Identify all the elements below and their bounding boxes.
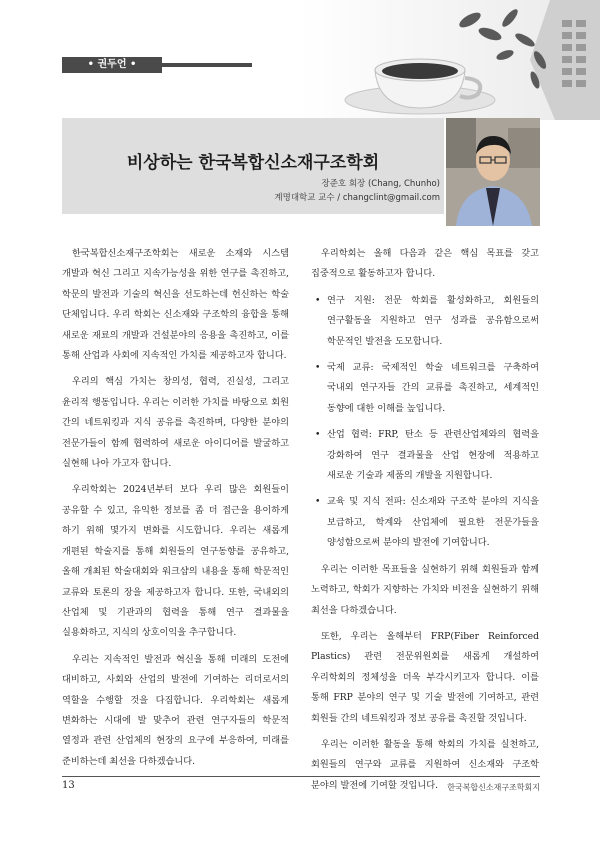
list-item: • 연구 지원: 전문 학회를 활성화하고, 회원들의 연구활동을 지원하고 연구 성과를 공유함으로써 학문적인 발전을 도모합니다. (311, 291, 539, 352)
journal-name: 한국복합신소재구조학회지 (447, 783, 540, 792)
author-name: 장준호 회장 (Chang, Chunho) (321, 179, 440, 189)
section-tag: • 권두언 • (62, 57, 162, 73)
paragraph: 우리학회는 올해 다음과 같은 핵심 목표를 갖고 집중적으로 활동하고자 합니다. (311, 248, 539, 280)
list-item: • 교육 및 지식 전파: 신소재와 구조학 분야의 지식을 보급하고, 학계와 산업체에 필요한 전문가들을 양성함으로써 분야의 발전에 기여합니다. (311, 492, 539, 553)
page-number: 13 (62, 780, 75, 791)
goals-list (311, 291, 539, 554)
author-affiliation: 계명대학교 교수 / changclint@gmail.com (274, 193, 440, 203)
footer-divider (62, 776, 540, 777)
author-photo (446, 118, 540, 226)
portrait-icon (446, 118, 540, 226)
paragraph: 우리학회는 2024년부터 보다 우리 많은 회원들이 공유할 수 있고, 유익한 정보를 좀 더 접근을 용이하게 하기 위해 몇가지 변화를 시도합니다. 우리는 새롭게 개편된 학술지를 통해 회원들의 연구동향를 공유하고, 올해 개최된 학술대회와 워크샵의 내용을 통해 학문적인 교류와 토론의 장을 제공하고자 합니다. 또한, 국내외의 산업체 및 기관과의 협력을 통해 연구 결과물을 실용화하고, 지식의 상호이익을 추구합니다. (62, 484, 289, 639)
paragraph: 우리는 이러한 목표들을 실현하기 위해 회원들과 함께 노력하고, 학회가 지향하는 가치와 비전을 실현하기 위해 최선을 다하겠습니다. (311, 563, 539, 616)
page-title: 비상하는 한국복합신소재구조학회 (126, 153, 380, 173)
list-item: • 국제 교류: 국제적인 학술 네트워크를 구축하여 국내외 연구자들 간의 교류를 촉진하고, 세계적인 동향에 대한 이해를 높입니다. (311, 358, 539, 419)
list-item: • 산업 협력: FRP, 탄소 등 관련산업체와의 협력을 강화하여 연구 결과물을 산업 현장에 적용하고 새로운 기술과 제품의 개발을 지원합니다. (311, 425, 539, 486)
paragraph: 한국복합신소재구조학회는 새로운 소재와 시스템 개발과 혁신 그리고 지속가능성을 위한 연구를 촉진하고, 학문의 발전과 기술의 혁신을 선도하는데 헌신하는 학술 단체입니다. 우리 학회는 신소재와 구조학의 융합을 통해 새로운 재료의 개발과 건설분야의 응용을 촉진하고, 이를 통해 산업과 사회에 지속적인 가치를 제공하고자 합니다. (62, 248, 289, 362)
section-tag-line (162, 63, 252, 67)
paragraph: 우리의 핵심 가치는 창의성, 협력, 진실성, 그리고 윤리적 행동입니다. 우리는 이러한 가치를 바탕으로 회원 간의 네트워킹과 지식 공유를 촉진하며, 다양한 분야의 전문가들이 함께 협력하여 새로운 아이디어를 발굴하고 실현해 나아 가고자 합니다. (62, 376, 289, 470)
paragraph: 우리는 지속적인 발전과 혁신을 통해 미래의 도전에 대비하고, 사회와 산업의 발전에 기여하는 리더로서의 역할을 수행할 것을 다짐합니다. 우리학회는 새롭게 변화하는 시대에 발 맞추어 관련 연구자들의 학문적 열정과 관련 산업체의 현장의 요구에 부응하여, 미래를 준비하는데 최선을 다하겠습니다. (62, 653, 289, 767)
right-column (311, 244, 539, 802)
byline (274, 177, 440, 205)
left-column (62, 244, 289, 778)
header-illustration (300, 0, 600, 120)
paragraph: 우리는 이러한 활동을 통해 학회의 가치를 실천하고, 회원들의 연구와 교류를 지원하여 신소재와 구조학 분야의 발전에 기여할 것입니다. (311, 738, 539, 791)
paragraph: 또한, 우리는 올해부터 FRP(Fiber Reinforced Plastics) 관련 전문위원회를 새롭게 개설하여 우리학회의 정체성을 더욱 부각시키고자 합니다. 이를 통해 FRP 분야의 연구 및 기술 발전에 기여하고, 관련 회원들 간의 네트워킹과 정보 공유를 촉진할 것입니다. (311, 630, 539, 724)
